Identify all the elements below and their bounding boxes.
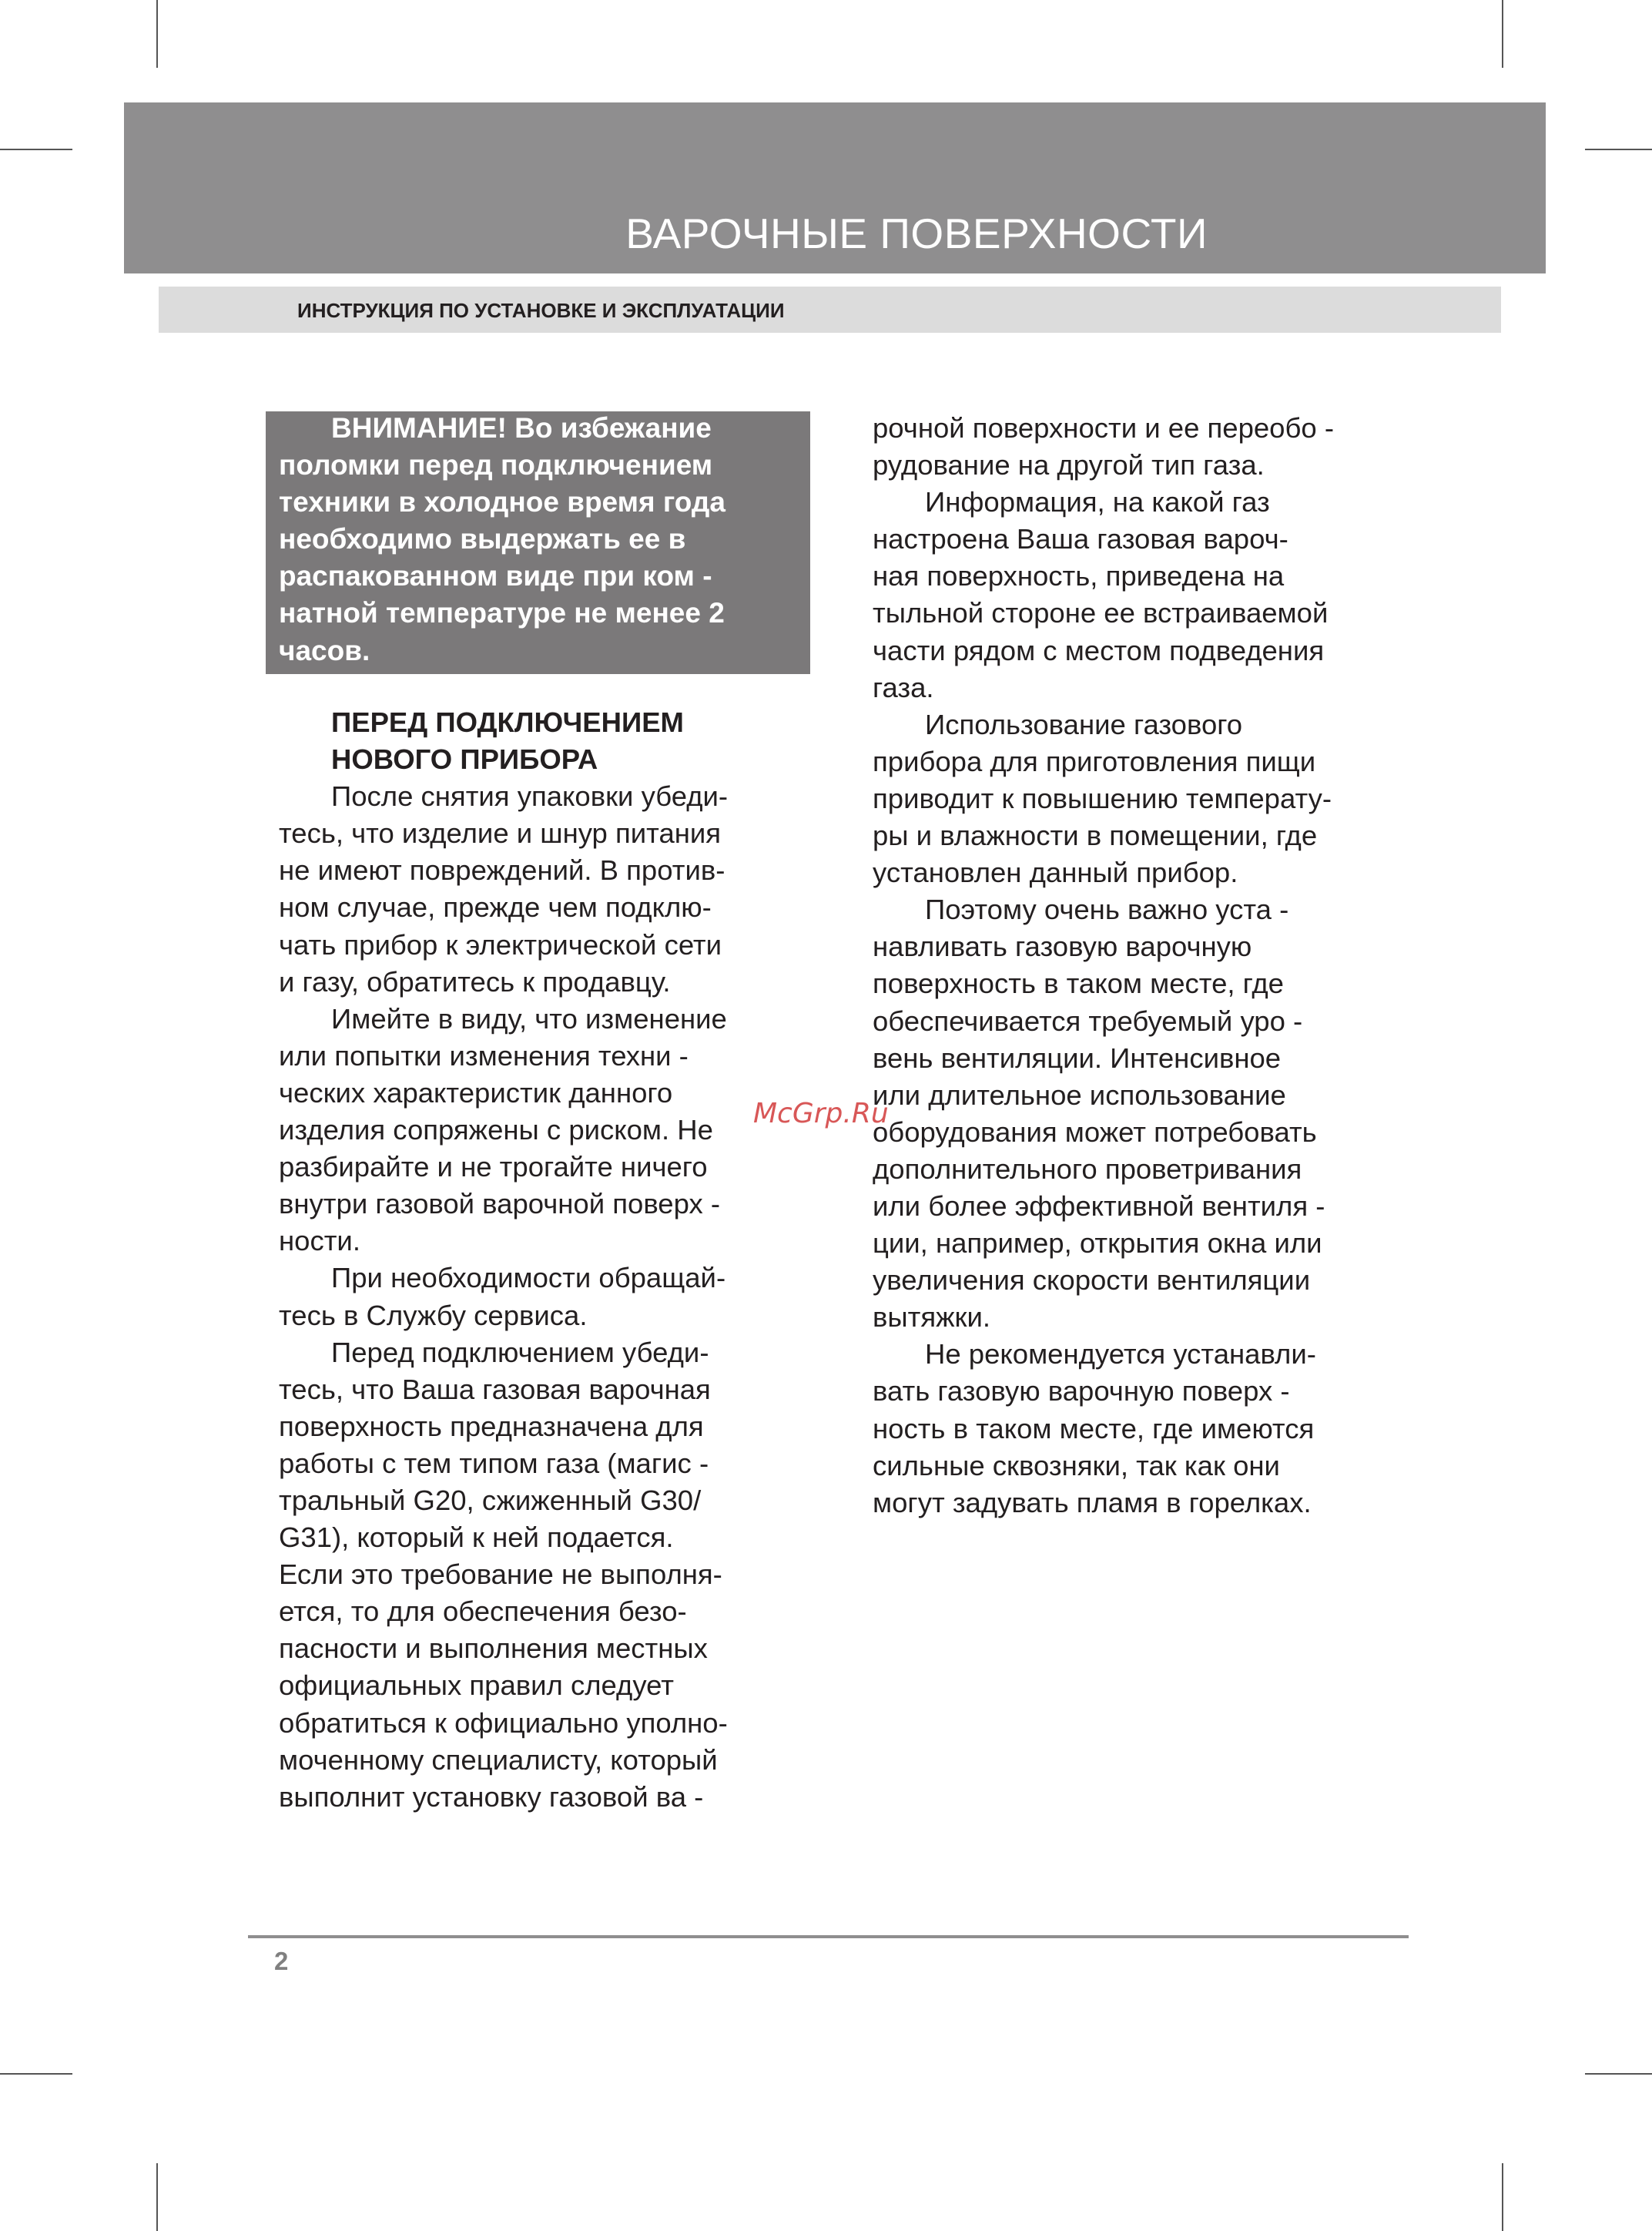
text-line: ная поверхность, приведена на	[873, 560, 1285, 592]
page-number: 2	[274, 1947, 289, 1975]
text-line: Информация, на какой газ	[925, 486, 1270, 518]
text-line: обратиться к официально уполно-	[279, 1706, 728, 1739]
text-line: изделия сопряжены с риском. Не	[279, 1114, 713, 1146]
text-line: ности.	[279, 1225, 360, 1257]
warning-line: натной температуре не менее 2	[279, 597, 725, 629]
text-line: При необходимости обращай-	[331, 1262, 726, 1294]
warning-line: поломки перед подключением	[279, 449, 713, 481]
text-line: или длительное использование	[873, 1079, 1286, 1111]
text-line: настроена Ваша газовая вароч-	[873, 523, 1288, 555]
text-line: После снятия упаковки убеди-	[331, 780, 729, 813]
text-line: тесь, что Ваша газовая варочная	[279, 1373, 711, 1405]
section-heading: НОВОГО ПРИБОРА	[331, 743, 598, 776]
text-line: ческих характеристик данного	[279, 1076, 673, 1109]
text-line: Поэтому очень важно уста -	[925, 894, 1289, 926]
text-line: тральный G20, сжиженный G30/	[279, 1484, 702, 1516]
text-line: моченному специалисту, который	[279, 1743, 718, 1776]
text-line: навливать газовую варочную	[873, 931, 1252, 963]
text-line: газа.	[873, 671, 934, 703]
text-line: рочной поверхности и ее переобо -	[873, 412, 1334, 444]
crop-mark	[1585, 149, 1652, 150]
text-line: поверхность в таком месте, где	[873, 968, 1284, 1000]
text-line: сильные сквозняки, так как они	[873, 1449, 1280, 1481]
text-line: оборудования может потребовать	[873, 1116, 1317, 1148]
text-line: Имейте в виду, что изменение	[331, 1002, 727, 1035]
text-line: тыльной стороне ее встраиваемой	[873, 597, 1329, 629]
warning-text	[279, 410, 803, 669]
text-line: приводит к повышению температу-	[873, 782, 1332, 814]
crop-mark	[156, 2163, 158, 2231]
text-line: Не рекомендуется устанавли-	[925, 1338, 1316, 1370]
text-line: вытяжки.	[873, 1301, 991, 1334]
right-column	[873, 410, 1404, 1521]
crop-mark	[0, 2073, 72, 2075]
text-line: обеспечивается требуемый уро -	[873, 1005, 1303, 1037]
text-line: установлен данный прибор.	[873, 857, 1238, 889]
text-line: не имеют повреждений. В против-	[279, 854, 725, 887]
text-line: разбирайте и не трогайте ничего	[279, 1151, 708, 1183]
text-line: могут задувать пламя в горелках.	[873, 1486, 1312, 1518]
text-line: рудование на другой тип газа.	[873, 449, 1265, 481]
crop-mark	[0, 149, 72, 150]
text-line: части рядом с местом подведения	[873, 634, 1325, 666]
text-line: чать прибор к электрической сети	[279, 928, 722, 961]
text-line: ры и влажности в помещении, где	[873, 820, 1318, 852]
text-line: работы с тем типом газа (магис -	[279, 1447, 709, 1479]
warning-line: часов.	[279, 634, 370, 666]
text-line: тесь в Службу сервиса.	[279, 1299, 588, 1331]
text-line: Использование газового	[925, 708, 1243, 740]
text-line: дополнительного проветривания	[873, 1152, 1302, 1185]
left-column	[279, 704, 810, 1816]
warning-line: ВНИМАНИЕ! Во избежание	[331, 412, 712, 444]
section-heading: ПЕРЕД ПОДКЛЮЧЕНИЕМ	[331, 706, 684, 738]
crop-mark	[1585, 2073, 1652, 2075]
text-line: G31), который к ней подается.	[279, 1521, 674, 1554]
text-line: ется, то для обеспечения безо-	[279, 1595, 687, 1628]
page-title: ВАРОЧНЫЕ ПОВЕРХНОСТИ	[625, 210, 1208, 257]
text-line: ции, например, открытия окна или	[873, 1227, 1322, 1260]
warning-line: необходимо выдержать ее в	[279, 523, 686, 555]
warning-line: распакованном виде при ком -	[279, 560, 712, 592]
text-line: Если это требование не выполня-	[279, 1558, 722, 1591]
text-line: внутри газовой варочной поверх -	[279, 1188, 721, 1220]
text-line: поверхность предназначена для	[279, 1410, 704, 1442]
text-line: Перед подключением убеди-	[331, 1336, 709, 1368]
text-line: увеличения скорости вентиляции	[873, 1264, 1311, 1297]
text-line: пасности и выполнения местных	[279, 1632, 708, 1665]
watermark: McGrp.Ru	[753, 1098, 889, 1129]
text-line: вень вентиляции. Интенсивное	[873, 1042, 1282, 1074]
footer-rule	[248, 1935, 1409, 1938]
text-line: ном случае, прежде чем подклю-	[279, 891, 712, 924]
text-line: вать газовую варочную поверх -	[873, 1375, 1290, 1407]
text-line: официальных правил следует	[279, 1669, 674, 1702]
warning-line: техники в холодное время года	[279, 486, 725, 518]
text-line: тесь, что изделие и шнур питания	[279, 817, 722, 850]
text-line: ность в таком месте, где имеются	[873, 1412, 1315, 1444]
crop-mark	[156, 0, 158, 68]
text-line: и газу, обратитесь к продавцу.	[279, 965, 671, 998]
text-line: прибора для приготовления пищи	[873, 745, 1316, 777]
page-subtitle: ИНСТРУКЦИЯ ПО УСТАНОВКЕ И ЭКСПЛУАТАЦИИ	[297, 299, 785, 322]
text-line: выполнит установку газовой ва -	[279, 1780, 704, 1813]
text-line: или попытки изменения техни -	[279, 1039, 689, 1072]
text-line: или более эффективной вентиля -	[873, 1189, 1325, 1222]
crop-mark	[1502, 0, 1503, 68]
crop-mark	[1502, 2163, 1503, 2231]
